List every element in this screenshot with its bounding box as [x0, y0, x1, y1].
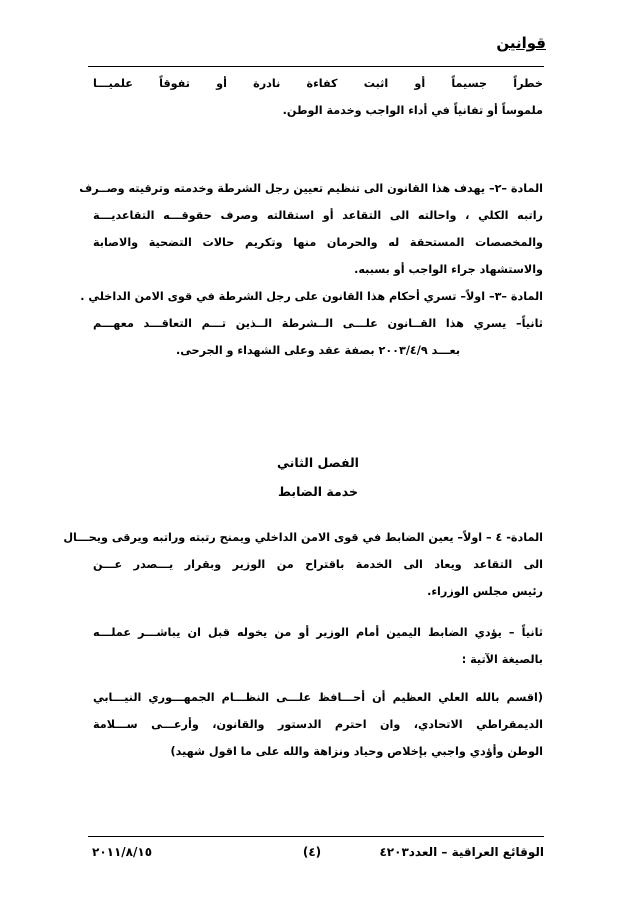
article-2 [79, 175, 543, 283]
text-line: (اقسم بالله العلي العظيم أن أحـــافظ علـــى النظـــام الجمهـــوري النيـــابي [93, 691, 543, 704]
text-line: بعـــد ٢٠٠٣/٤/٩ بصفة عقد وعلى الشهداء و الجرحى. [175, 344, 461, 357]
header-title: قوانين [496, 34, 546, 52]
text-line: الى التقاعد ويعاد الى الخدمة باقتراح من الوزير وبقرار يـــصدر عـــن [93, 558, 543, 571]
gazette-issue: الوقائع العراقية – العدد٤٢٠٣ [379, 845, 544, 859]
text-line: رئيس مجلس الوزراء. [427, 585, 543, 598]
footer [92, 845, 544, 869]
paragraph-continuation [93, 70, 543, 124]
oath-text [93, 684, 543, 765]
text-line: خطراً جسيماً أو اثبت كفاءة نادرة أو تفوقاً علميـــا [93, 77, 543, 90]
text-line: المادة- ٤ – اولاً– يعين الضابط في قوى الامن الداخلي ويمنح رتبته وراتبه ويرقى ويحـــال [63, 531, 543, 544]
text-line: الديمقراطي الاتحادي، وان احترم الدستور والقانون، وأرعـــى ســـلامة [93, 718, 543, 731]
text-line: والمخصصات المستحقة له والحرمان منها وتكريم حالات التضحية والاصابة [93, 236, 543, 249]
article-3 [80, 283, 543, 364]
text-line: بالصيغة الآتية : [461, 653, 543, 666]
text-line: والاستشهاد جراء الواجب أو بسببه. [354, 263, 543, 276]
page-number: (٤) [302, 845, 322, 859]
header-divider [88, 66, 544, 67]
text-line: المادة –٣– اولاً– تسري أحكام هذا القانون على رجل الشرطة في قوى الامن الداخلي . [80, 290, 543, 303]
issue-date: ٢٠١١/٨/١٥ [92, 845, 153, 859]
text-line: ملموساً أو تفانياً في أداء الواجب وخدمة الوطن. [282, 104, 543, 117]
text-line: الوطن وأؤدي واجبي بإخلاص وحياد ونزاهة والله على ما اقول شهيد) [170, 745, 543, 758]
chapter-title: الفصل الثاني [277, 455, 359, 470]
text-line: ثانياً – يؤدي الضابط اليمين أمام الوزير أو من يخوله قبل ان يباشـــر عملـــه [93, 626, 543, 639]
article-4-second [93, 619, 543, 673]
chapter-subtitle: خدمة الضابط [278, 484, 358, 499]
footer-divider [88, 836, 544, 837]
article-4 [63, 524, 543, 605]
text-line: المادة –٢– يهدف هذا القانون الى تنظيم تعيين رجل الشرطة وخدمته وترقيته وصــرف [79, 182, 543, 195]
text-line: راتبه الكلي ، واحالته الى التقاعد أو استقالته وصرف حقوقـــه التقاعديـــة [93, 209, 543, 222]
text-line: ثانياً– يسري هذا القــانون علـــى الــشرطة الــذين تـــم التعاقـــد معهـــم [93, 317, 543, 330]
